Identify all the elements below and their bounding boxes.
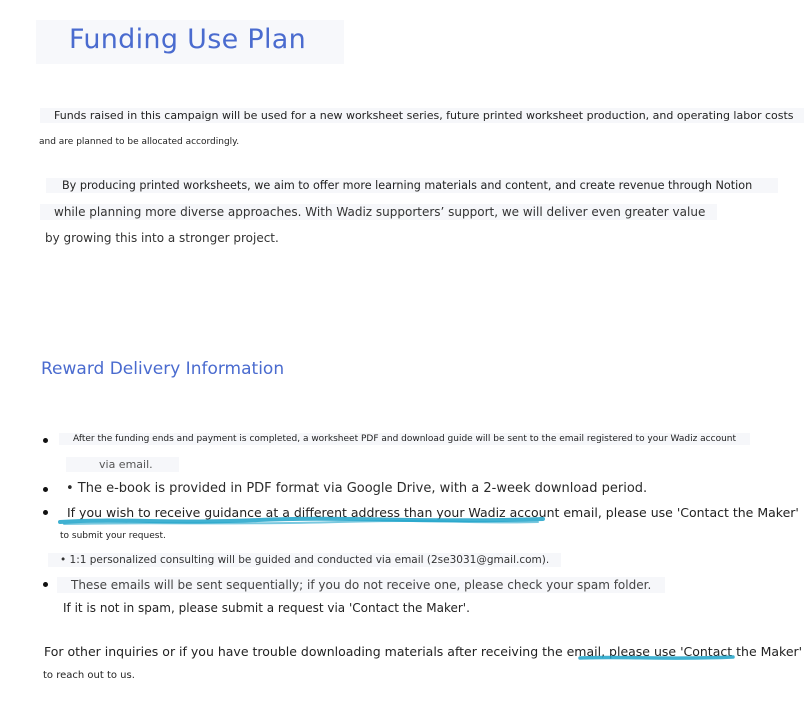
highlight-scribble [578, 652, 738, 664]
other-inquiries-line-1: For other inquiries or if you have trouble downloading materials after receiving the email, please use 'Contact the Maker' [44, 644, 803, 659]
reward-item-2: • The e-book is provided in PDF format via Google Drive, with a 2-week download period. [66, 481, 648, 496]
funding-paragraph-1-line-1: Funds raised in this campaign will be used for a new worksheet series, future printed worksheet production, and operating labor costs [40, 108, 804, 123]
highlight-scribble [58, 514, 548, 528]
reward-item-1-line-1: After the funding ends and payment is completed, a worksheet PDF and download guide will be sent to the email registered to your Wadiz account [59, 433, 750, 445]
funding-paragraph-2-line-2: while planning more diverse approaches. With Wadiz supporters’ support, we will deliver even greater value [40, 204, 717, 220]
consulting-note: • 1:1 personalized consulting will be guided and conducted via email (2se3031@gmail.com). [48, 553, 561, 567]
other-inquiries-line-2: to reach out to us. [43, 670, 135, 681]
bullet-dot [43, 510, 48, 515]
reward-item-4-line-2: If it is not in spam, please submit a request via 'Contact the Maker'. [63, 601, 470, 615]
funding-title: Funding Use Plan [69, 24, 307, 55]
bullet-dot [43, 438, 48, 443]
funding-title-box [36, 20, 344, 64]
bullet-dot [43, 487, 48, 492]
reward-title: Reward Delivery Information [41, 359, 285, 379]
funding-paragraph-2-line-3: by growing this into a stronger project. [45, 231, 279, 245]
reward-item-1-line-2: via email. [66, 457, 179, 472]
funding-paragraph-1-line-2: and are planned to be allocated accordingly. [39, 137, 240, 147]
bullet-dot [43, 582, 48, 587]
reward-item-4-line-1: These emails will be sent sequentially; if you do not receive one, please check your spam folder. [57, 577, 665, 593]
funding-paragraph-2-line-1: By producing printed worksheets, we aim to offer more learning materials and content, and create revenue through Notion [46, 178, 778, 193]
reward-item-3-line-1: If you wish to receive guidance at a different address than your Wadiz account email, please use 'Contact the Maker' [67, 505, 799, 520]
reward-item-3-line-2: to submit your request. [60, 531, 166, 541]
